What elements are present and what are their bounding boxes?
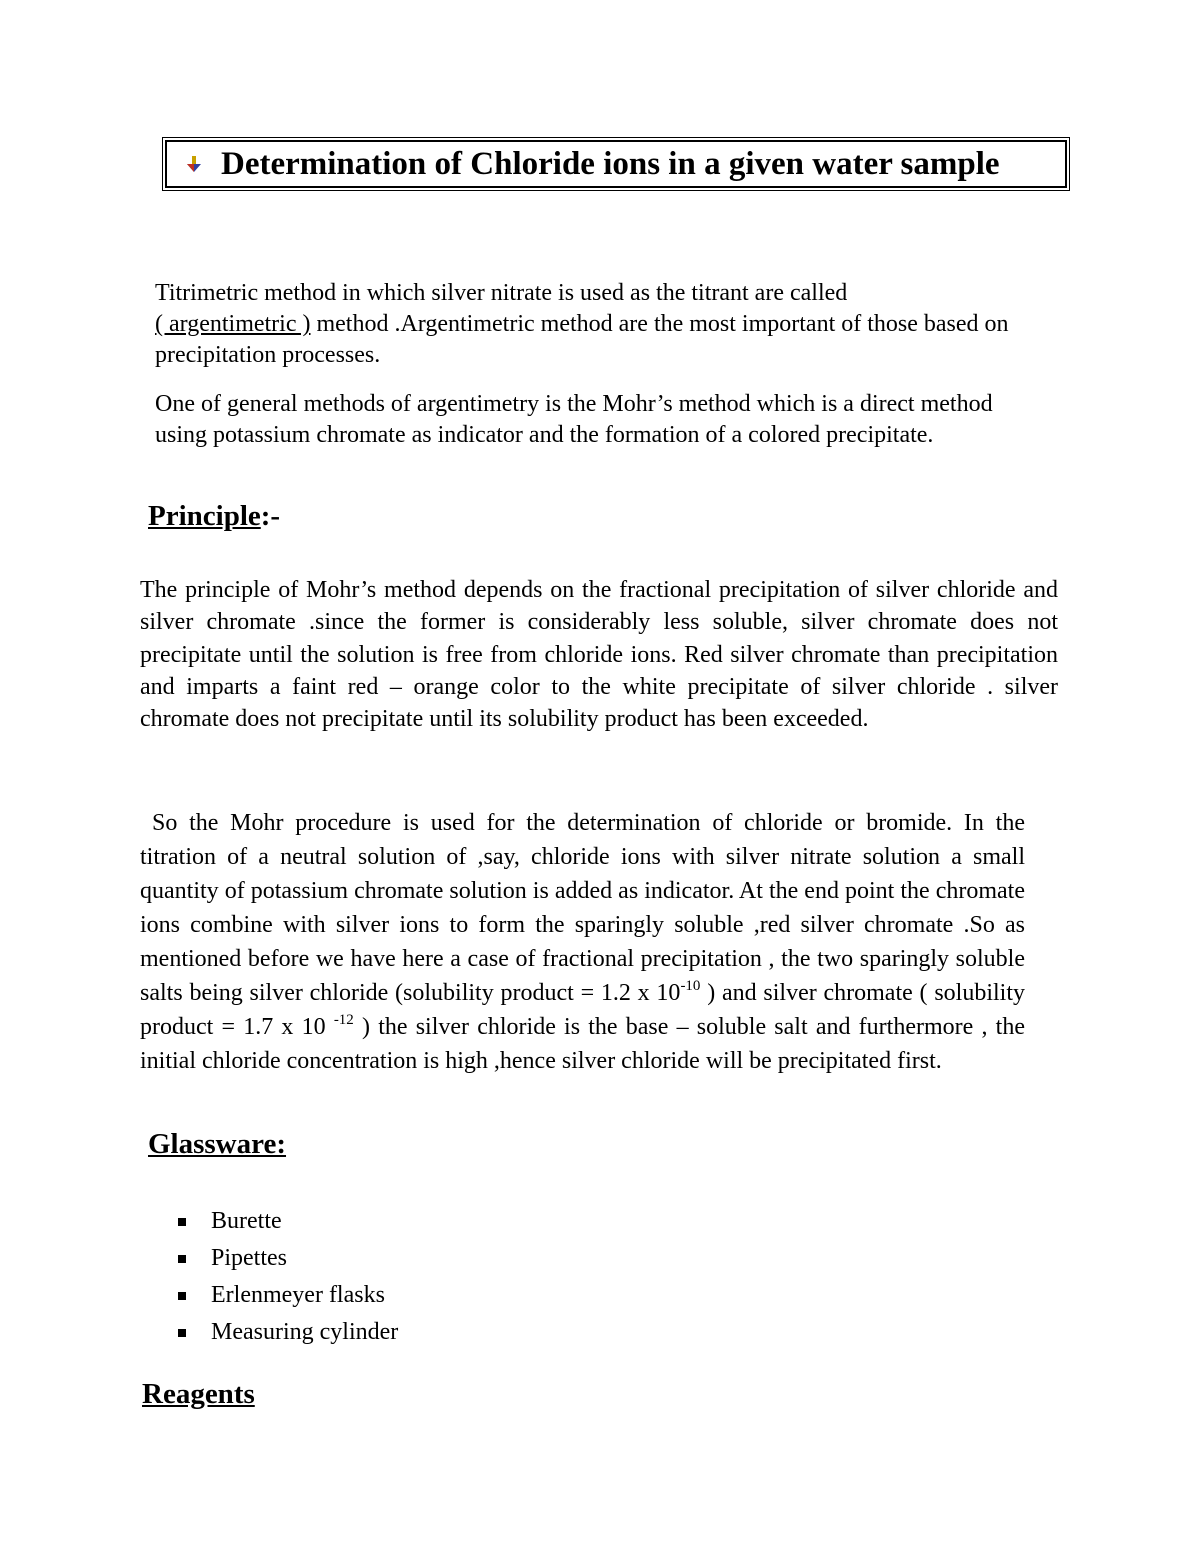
mohr-paragraph bbox=[140, 806, 1025, 1078]
mohr-text-part3: ) the silver chloride is the base – soluble salt and furthermore , the initial chloride concentration is high ,hence silver chloride will be precipitated first. bbox=[140, 1014, 1025, 1074]
glassware-item: Measuring cylinder bbox=[211, 1319, 399, 1345]
square-bullet-icon bbox=[178, 1292, 186, 1300]
glassware-heading: Glassware: bbox=[148, 1128, 287, 1160]
glassware-item: Erlenmeyer flasks bbox=[211, 1282, 385, 1308]
square-bullet-icon bbox=[178, 1218, 186, 1226]
list-item bbox=[178, 1277, 398, 1314]
intro-paragraph-1 bbox=[155, 278, 1055, 371]
principle-paragraph: The principle of Mohr’s method depends on the fractional precipitation of silver chloride and silver chromate .since the former is considerably less soluble, silver chromate does not precipitate until the solution is free from chloride ions. Red silver chromate than precipitation and imparts a faint red – orange color to the white precipitate of silver chloride . silver chromate does not precipitate until its solubility product has been exceeded. bbox=[140, 577, 1058, 733]
mohr-text-part1: So the Mohr procedure is used for the determination of chloride or bromide. In the titration of a neutral solution of ,say, chloride ions with silver nitrate solution a small quantity of potassium chromate solution is added as indicator. At the end point the chromate ions combine with silver ions to form the sparingly soluble ,red silver chromate .So as mentioned before we have here a case of fractional precipitation , the two sparingly soluble salts being silver chloride (solubility product = 1.2 x 10 bbox=[140, 810, 1025, 1006]
page-title: Determination of Chloride ions in a given water sample bbox=[221, 145, 1000, 182]
list-item bbox=[178, 1314, 398, 1351]
glassware-item: Burette bbox=[211, 1208, 282, 1234]
list-item bbox=[178, 1240, 398, 1277]
list-item bbox=[178, 1203, 398, 1240]
square-bullet-icon bbox=[178, 1329, 186, 1337]
argentimetric-term: ( argentimetric ) bbox=[155, 311, 311, 337]
glassware-item: Pipettes bbox=[211, 1245, 287, 1271]
title-box bbox=[165, 140, 1067, 188]
glassware-list bbox=[178, 1203, 398, 1351]
exponent-1: -10 bbox=[680, 978, 701, 994]
exponent-2: -12 bbox=[333, 1012, 354, 1028]
intro-text-before: Titrimetric method in which silver nitrate is used as the titrant are called bbox=[155, 280, 848, 306]
intro-text-after: method .Argentimetric method are the most important of those based on precipitation processes. bbox=[155, 311, 1009, 368]
down-arrow-icon bbox=[187, 156, 201, 172]
principle-heading-text: Principle bbox=[148, 500, 261, 532]
reagents-heading: Reagents bbox=[142, 1378, 255, 1410]
square-bullet-icon bbox=[178, 1255, 186, 1263]
mohr-text-part2: ) and silver chromate ( solubility product = 1.7 x 10 bbox=[140, 980, 1026, 1040]
principle-heading-suffix: :- bbox=[260, 500, 281, 532]
intro-paragraph-2: One of general methods of argentimetry is the Mohr’s method which is a direct method using potassium chromate as indicator and the formation of a colored precipitate. bbox=[155, 391, 993, 448]
principle-heading bbox=[148, 500, 280, 533]
